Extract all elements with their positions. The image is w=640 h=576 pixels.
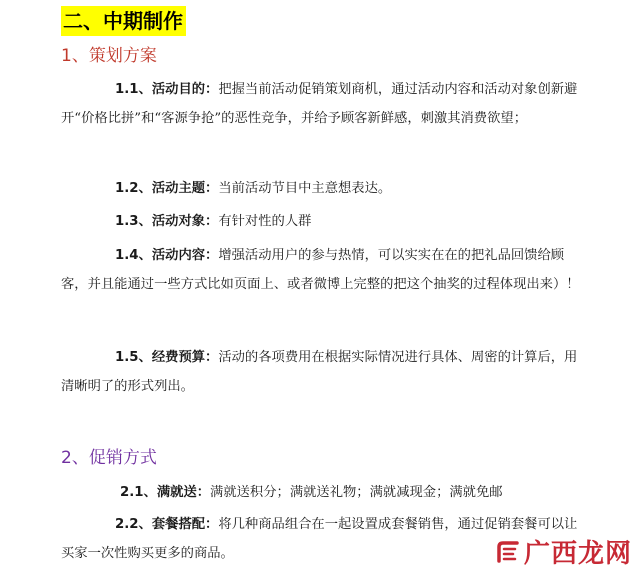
subsection-title-plan: 1、策划方案	[61, 46, 157, 66]
paragraph-label: 1.1、活动目的：	[115, 82, 219, 97]
paragraph-label: 1.4、活动内容：	[115, 248, 219, 263]
watermark-text: 广西龙网	[523, 539, 632, 569]
section-heading: 二、中期制作	[61, 6, 186, 36]
paragraph-text: 有针对性的人群	[218, 214, 312, 229]
paragraph-activity-audience	[61, 207, 581, 236]
paragraph-text: 满就送积分；满就送礼物；满就减现金；满就免邮	[210, 485, 503, 500]
paragraph-label: 2.1、满就送：	[120, 485, 211, 500]
paragraph-text: 活动的各项费用在根据实际情况进行具体、周密的计算后，用清晰明了的形式列出。	[61, 350, 578, 394]
paragraph-text: 将几种商品组合在一起设置成套餐销售，通过促销套餐可以让买家一次性购买更多的商品。	[61, 517, 578, 561]
watermark-logo-icon	[495, 539, 521, 565]
paragraph-label: 1.3、活动对象：	[115, 214, 219, 229]
paragraph-text: 当前活动节目中主意想表达。	[218, 181, 392, 196]
paragraph-label: 2.2、套餐搭配：	[115, 517, 219, 532]
paragraph-activity-content	[61, 241, 581, 299]
paragraph-text: 把握当前活动促销策划商机，通过活动内容和活动对象创新避开“价格比拼”和“客源争抢”的恶性竞争，并给予顾客新鲜感，刺激其消费欲望；	[61, 82, 578, 126]
paragraph-budget	[61, 343, 581, 401]
subsection-title-promotion: 2、促销方式	[61, 448, 157, 468]
paragraph-label: 1.2、活动主题：	[115, 181, 219, 196]
paragraph-full-gift	[120, 478, 503, 507]
paragraph-activity-theme	[61, 174, 581, 203]
paragraph-activity-purpose	[61, 75, 581, 133]
paragraph-text: 增强活动用户的参与热情，可以实实在在的把礼品回馈给顾客，并且能通过一些方式比如页面上、或者微博上完整的把这个抽奖的过程体现出来）！	[61, 248, 580, 292]
watermark	[495, 533, 632, 570]
paragraph-label: 1.5、经费预算：	[115, 350, 219, 365]
